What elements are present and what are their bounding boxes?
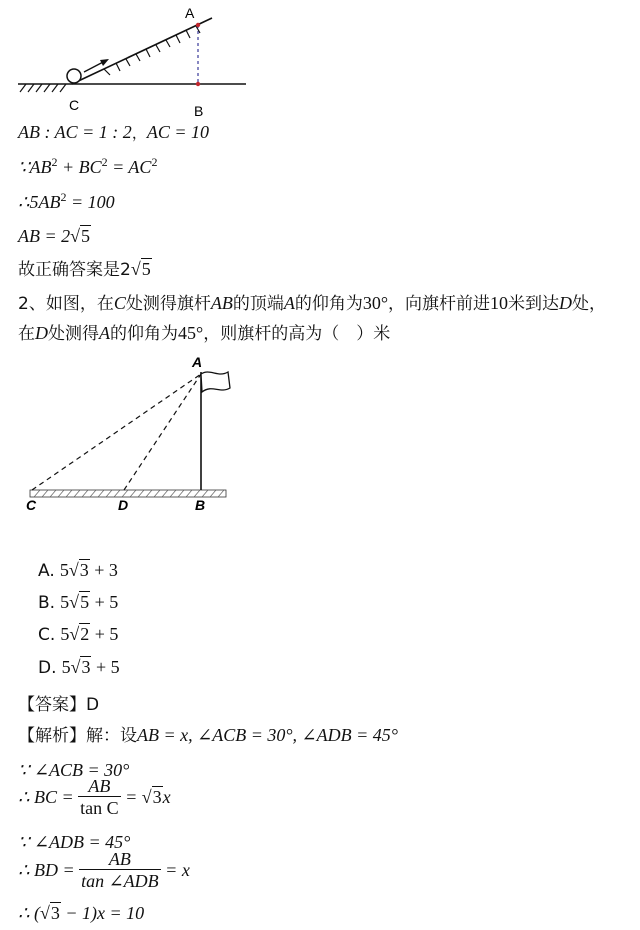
incline-hatching <box>104 26 200 75</box>
answer-line: 【答案】D <box>18 695 100 715</box>
line-ab-value: AB = 2√5 <box>18 226 91 246</box>
flagpole-figure <box>20 350 240 518</box>
sightline-d <box>124 374 201 490</box>
ground-hatching <box>20 84 66 92</box>
label-a: A <box>192 354 203 370</box>
option-a[interactable]: A. 5√3 + 3 <box>38 560 118 581</box>
analysis-step-1: ∵ ∠ACB = 30° <box>18 760 130 780</box>
option-c[interactable]: C. 5√2 + 5 <box>38 624 119 645</box>
label-c: C <box>26 497 37 513</box>
analysis-step-2: ∴ BC = $\frac{AB}{\text{tan C}}$ = √3x <box>18 776 171 818</box>
flag-icon <box>201 372 230 392</box>
line-five-ab: $\therefore 5AB^2 = 100$ <box>18 190 115 212</box>
line-ratio: AB : AC = 1 : 2，AC = 10 <box>18 122 209 142</box>
analysis-step-3: ∵ ∠ADB = 45° <box>18 832 131 852</box>
point-a <box>196 23 200 27</box>
question-line-1: 2、如图，在C处测得旗杆AB的顶端A的仰角为30°，向旗杆前进10米到达D处， <box>18 293 607 314</box>
incline-line <box>72 18 212 84</box>
question-line-2: 在D处测得A的仰角为45°，则旗杆的高为（ ）米 <box>18 323 391 344</box>
label-b: B <box>194 103 204 118</box>
label-d: D <box>118 497 129 513</box>
ball <box>67 69 81 83</box>
incline-figure <box>14 0 254 118</box>
point-b <box>196 82 200 86</box>
line-pythagoras: $\because AB^2 + BC^2 = AC^2$ <box>18 155 158 177</box>
option-d[interactable]: D. 5√3 + 5 <box>38 657 120 678</box>
label-b: B <box>195 497 206 513</box>
sightline-c <box>32 374 201 490</box>
arrow-head-icon <box>100 59 109 66</box>
analysis-step-5: ∴ (√3 − 1)x = 10 <box>18 903 145 923</box>
correct-answer-line: 故正确答案是2√5 <box>18 259 151 280</box>
analysis-step-4: ∴ BD = $\frac{AB}{\text{tan ∠ADB}}$ = x <box>18 849 190 891</box>
analysis-line: 【解析】解：设AB = x, ∠ACB = 30°, ∠ADB = 45° <box>18 725 398 746</box>
option-b[interactable]: B. 5√5 + 5 <box>38 592 119 613</box>
label-a: A <box>185 5 195 21</box>
label-c: C <box>69 97 80 113</box>
